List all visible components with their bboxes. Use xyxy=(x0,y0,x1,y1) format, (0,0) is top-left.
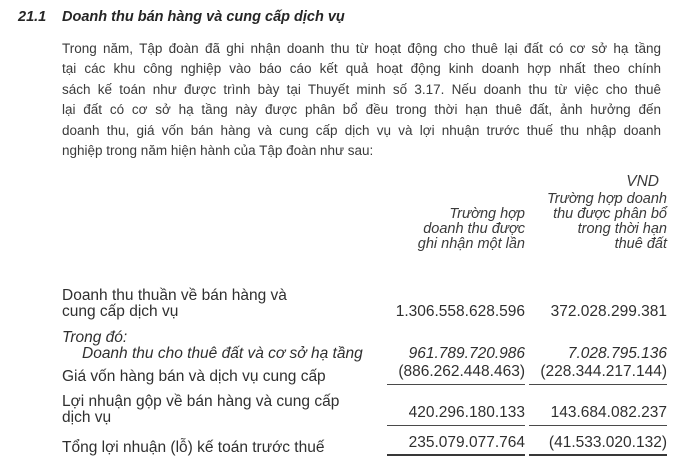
paragraph-line: nghiệp trong năm hiện hành của Tập đoàn như sau: xyxy=(62,143,374,159)
row-label: Lợi nhuận gộp về bán hàng và cung cấp dịch vụ xyxy=(62,393,340,427)
intro-paragraph xyxy=(62,39,661,161)
value-col1: (886.262.448.463) xyxy=(387,364,525,385)
column-header-allocated-over-lease-term xyxy=(529,192,667,252)
paragraph-line: doanh thu, giá vốn bán hàng và cung cấp dịch vụ và lợi nhuận trước thuế thu nhập doanh xyxy=(62,122,661,138)
column-header-line: trong thời hạn xyxy=(577,221,667,238)
row-label: Giá vốn hàng bán và dịch vụ cung cấp xyxy=(62,368,326,386)
paragraph-line: lại đất có cơ sở hạ tầng này được phân bổ đều trong thời hạn thuê đất, ảnh hưởng đến xyxy=(62,102,661,118)
table-row-gross-profit xyxy=(62,394,667,426)
paragraph-line: sách kế toán như được trình bày tại Thuyết minh số 3.17. Nếu doanh thu từ việc cho thuê xyxy=(62,81,661,97)
table-column-headers xyxy=(62,192,667,252)
value-col2: 7.028.795.136 xyxy=(567,345,667,363)
row-label: Trong đó: xyxy=(62,329,128,347)
column-header-line: Trường hợp doanh xyxy=(547,191,667,208)
value-col2: (228.344.217.144) xyxy=(529,364,667,385)
section-title: Doanh thu bán hàng và cung cấp dịch vụ xyxy=(62,9,345,25)
table-row-land-lease-revenue xyxy=(62,346,667,362)
section-number: 21.1 xyxy=(18,9,47,25)
table-row-net-revenue xyxy=(62,288,667,320)
table-row-of-which xyxy=(62,330,667,346)
row-label: Tổng lợi nhuận (lỗ) kế toán trước thuế xyxy=(62,439,325,457)
row-label: Doanh thu cho thuê đất và cơ sở hạ tầng xyxy=(82,345,363,363)
table-row-total-profit-before-tax xyxy=(62,435,667,456)
value-col2: 372.028.299.381 xyxy=(550,303,667,321)
value-col1: 235.079.077.764 xyxy=(387,435,525,456)
section-heading xyxy=(0,0,681,26)
column-header-line: ghi nhận một lần xyxy=(417,236,525,253)
value-col1: 1.306.558.628.596 xyxy=(395,303,525,321)
column-header-line: doanh thu được xyxy=(423,221,525,238)
value-col2: (41.533.020.132) xyxy=(529,435,667,456)
column-header-one-time-recognition xyxy=(387,207,525,252)
table-row-cost-of-goods-sold xyxy=(62,364,667,385)
value-col2: 143.684.082.237 xyxy=(529,405,667,426)
currency-label: VND xyxy=(626,173,659,191)
value-col1: 420.296.180.133 xyxy=(387,405,525,426)
column-header-line: Trường hợp xyxy=(449,206,525,223)
paragraph-line: Trong năm, Tập đoàn đã ghi nhận doanh thu từ hoạt động cho thuê lại đất có cơ sở hạ tầng xyxy=(62,41,661,56)
revenue-table xyxy=(62,173,667,456)
value-col1: 961.789.720.986 xyxy=(408,345,525,363)
column-header-line: thu được phân bổ xyxy=(553,206,667,223)
column-header-line: thuê đất xyxy=(614,236,667,253)
paragraph-line: tại các khu công nghiệp vào báo cáo kết quả hoạt động kinh doanh hợp nhất theo chính xyxy=(62,61,661,77)
row-label: Doanh thu thuần về bán hàng và cung cấp dịch vụ xyxy=(62,287,287,321)
